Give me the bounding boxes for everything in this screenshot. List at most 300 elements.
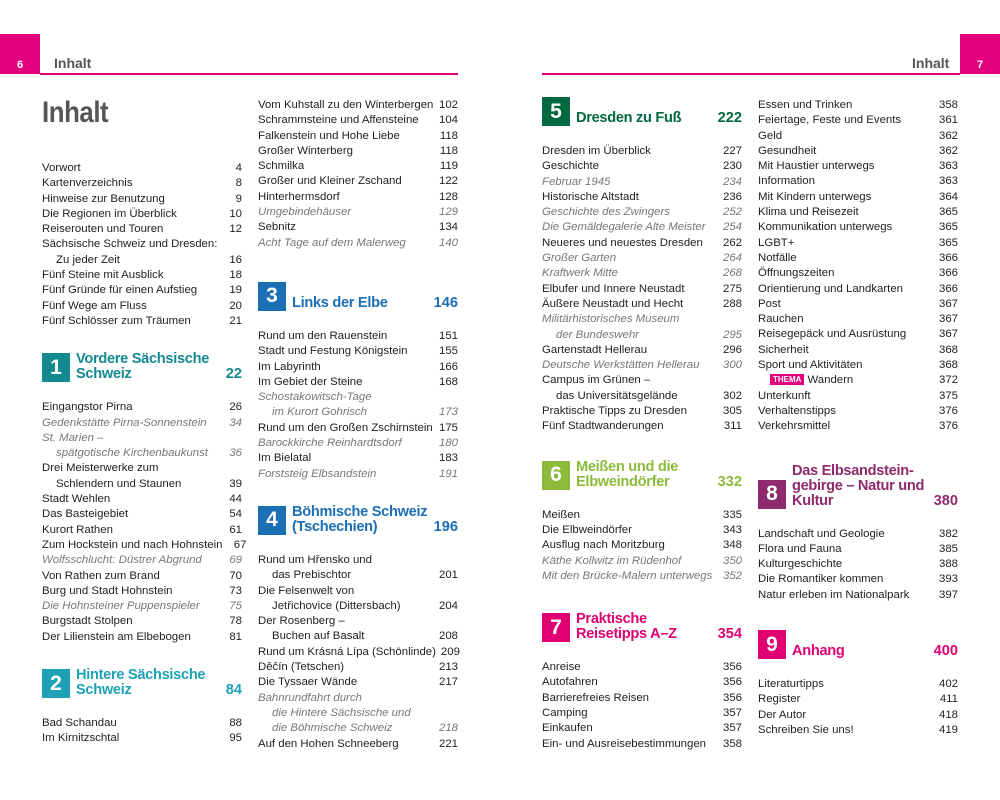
toc-entry-page: 356 xyxy=(722,676,742,689)
toc-entry[interactable] xyxy=(258,144,458,159)
toc-entry[interactable] xyxy=(258,98,458,113)
section-page: 222 xyxy=(717,110,742,126)
toc-list-section-8 xyxy=(758,527,958,603)
toc-entry-title: Kraftwerk Mitte xyxy=(542,267,618,280)
toc-entry-page: 61 xyxy=(229,523,242,536)
section-heading-3[interactable] xyxy=(258,282,458,311)
toc-entry-title: Wolfsschlucht: Düstrer Abgrund xyxy=(42,554,202,567)
toc-entry[interactable] xyxy=(758,129,958,144)
toc-entry-page: 367 xyxy=(938,328,958,341)
toc-entry[interactable] xyxy=(42,716,242,731)
toc-entry[interactable] xyxy=(258,236,458,251)
toc-entry[interactable] xyxy=(542,523,742,538)
header-rule-left xyxy=(40,73,458,75)
toc-entry[interactable] xyxy=(758,572,958,587)
toc-entry[interactable] xyxy=(542,251,742,266)
toc-entry-title: Kulturgeschichte xyxy=(758,558,843,571)
toc-entry[interactable] xyxy=(42,161,242,176)
toc-entry-page: 227 xyxy=(722,145,742,157)
toc-entry-page: 81 xyxy=(229,630,242,643)
section-page: 196 xyxy=(433,518,458,535)
toc-entry[interactable] xyxy=(42,492,242,507)
toc-entry-page: 418 xyxy=(938,708,958,721)
toc-entry-title xyxy=(758,373,853,388)
toc-entry-title: Der Rosenberg – xyxy=(258,615,345,628)
toc-list-section-1 xyxy=(42,400,247,645)
toc-entry-title: Feiertage, Feste und Events xyxy=(758,114,902,127)
toc-column-2 xyxy=(258,98,458,752)
toc-entry[interactable] xyxy=(42,614,242,629)
toc-entry-page: 343 xyxy=(722,523,742,536)
toc-entry-page: 95 xyxy=(229,732,242,745)
section-page: 146 xyxy=(433,294,458,311)
toc-entry-page: 102 xyxy=(438,99,458,111)
toc-entry-page: 376 xyxy=(938,404,958,417)
toc-entry[interactable] xyxy=(758,327,958,342)
toc-entry-page: 70 xyxy=(229,569,242,582)
toc-entry-title: Ausflug nach Moritzburg xyxy=(542,539,665,552)
toc-entry[interactable] xyxy=(542,389,742,404)
toc-entry-page: 10 xyxy=(229,207,242,220)
toc-entry-page: 368 xyxy=(938,359,958,372)
toc-entry-title: Burgstadt Stolpen xyxy=(42,615,133,628)
toc-entry[interactable] xyxy=(42,400,242,415)
toc-entry-page: 268 xyxy=(722,267,742,280)
toc-entry[interactable] xyxy=(542,297,742,312)
toc-entry-page: 352 xyxy=(722,569,742,582)
toc-entry-title: Acht Tage auf dem Malerweg xyxy=(258,236,406,249)
toc-entry-title: Zu jeder Zeit xyxy=(56,253,120,266)
toc-entry-title: Der Autor xyxy=(758,708,807,721)
section-heading-8[interactable] xyxy=(758,464,958,509)
toc-entry[interactable] xyxy=(542,675,742,690)
toc-entry-title: Orientierung und Landkarten xyxy=(758,282,904,295)
toc-entry-title: Unterkunft xyxy=(758,389,811,402)
toc-entry-page: 357 xyxy=(722,707,742,720)
toc-entry[interactable] xyxy=(758,404,958,419)
section-title: Hintere Sächsische Schweiz xyxy=(76,667,206,699)
page-title: Inhalt xyxy=(42,96,109,129)
toc-entry-title: Von Rathen zum Brand xyxy=(42,569,160,582)
toc-entry[interactable] xyxy=(258,390,458,405)
toc-entry-title: Děčín (Tetschen) xyxy=(258,661,345,674)
toc-entry-page: 183 xyxy=(438,452,458,465)
toc-entry-title: Bahnrundfahrt durch xyxy=(258,691,362,704)
section-heading-5[interactable] xyxy=(542,97,742,126)
toc-entry[interactable] xyxy=(542,282,742,297)
toc-entry[interactable] xyxy=(542,190,742,205)
section-heading-9[interactable] xyxy=(758,630,958,659)
toc-entry-page: 365 xyxy=(938,236,958,249)
toc-entry-title: Umgebindehäuser xyxy=(258,206,352,219)
toc-entry-page: 104 xyxy=(438,114,458,127)
toc-entry-page: 168 xyxy=(438,375,458,388)
toc-entry[interactable] xyxy=(42,569,242,584)
toc-entry[interactable] xyxy=(542,554,742,569)
toc-entry-title: Der Lilienstein am Elbebogen xyxy=(42,630,191,643)
toc-entry-title: Eingangstor Pirna xyxy=(42,401,133,414)
toc-entry-title: Die Elbweindörfer xyxy=(542,523,632,536)
section-number-badge: 5 xyxy=(542,97,570,126)
toc-entry[interactable] xyxy=(258,129,458,144)
toc-entry-title: Burg und Stadt Hohnstein xyxy=(42,584,173,597)
toc-entry-page: 365 xyxy=(938,221,958,234)
toc-entry-page: 73 xyxy=(229,584,242,597)
toc-entry-title: Geld xyxy=(758,129,783,142)
toc-entry-page: 54 xyxy=(229,508,242,521)
toc-entry-title: Klima und Reisezeit xyxy=(758,206,859,219)
toc-entry-title: Geschichte xyxy=(542,160,599,173)
toc-entry-page: 44 xyxy=(229,493,242,506)
toc-entry-title: Deutsche Werkstätten Hellerau xyxy=(542,359,700,372)
page-number-left: 6 xyxy=(0,34,40,74)
toc-entry-title: Hinterhermsdorf xyxy=(258,190,340,203)
toc-entry-title: Natur erleben im Nationalpark xyxy=(758,588,910,601)
toc-entry-title: Die Romantiker kommen xyxy=(758,573,884,586)
toc-entry[interactable] xyxy=(542,721,742,736)
toc-entry[interactable] xyxy=(758,677,958,692)
section-page: 380 xyxy=(933,492,958,509)
section-number-badge: 8 xyxy=(758,480,786,509)
toc-entry-page: 119 xyxy=(439,160,458,173)
toc-entry[interactable] xyxy=(42,507,242,522)
toc-entry[interactable] xyxy=(758,692,958,707)
section-page: 22 xyxy=(225,366,242,383)
toc-entry-title: Rauchen xyxy=(758,313,804,326)
toc-entry-title: Rund um Hřensko und xyxy=(258,553,372,566)
toc-entry[interactable] xyxy=(42,314,242,329)
toc-entry[interactable] xyxy=(258,629,458,644)
toc-entry[interactable] xyxy=(258,691,458,706)
toc-entry-title: Im Labyrinth xyxy=(258,360,321,373)
section-page: 400 xyxy=(933,643,958,660)
toc-entry-page: 366 xyxy=(938,267,958,280)
toc-entry-title: Vom Kuhstall zu den Winterbergen xyxy=(258,99,434,111)
toc-entry[interactable] xyxy=(758,220,958,235)
toc-entry[interactable] xyxy=(258,451,458,466)
toc-entry-title: Sächsische Schweiz und Dresden: xyxy=(42,238,218,251)
toc-entry-page: 155 xyxy=(438,345,458,358)
toc-entry[interactable] xyxy=(758,251,958,266)
toc-entry-title: Die Tyssaer Wände xyxy=(258,676,358,689)
toc-entry-title: Sicherheit xyxy=(758,343,809,356)
toc-entry-page: 151 xyxy=(438,329,458,342)
toc-entry-page: 12 xyxy=(229,223,242,236)
toc-entry[interactable] xyxy=(758,190,958,205)
toc-entry-page: 236 xyxy=(722,190,742,203)
toc-entry-title: Gartenstadt Hellerau xyxy=(542,343,648,356)
toc-entry[interactable] xyxy=(42,523,242,538)
toc-entry[interactable] xyxy=(542,328,742,343)
toc-entry-title: Rund um Krásná Lípa (Schönlinde) xyxy=(258,645,436,658)
toc-entry[interactable] xyxy=(758,708,958,723)
toc-entry-page: 296 xyxy=(722,343,742,356)
toc-entry-title: Reisegepäck und Ausrüstung xyxy=(758,328,907,341)
toc-entry-page: 230 xyxy=(722,160,742,173)
toc-entry[interactable] xyxy=(758,527,958,542)
section-number-badge: 9 xyxy=(758,630,786,659)
toc-entry[interactable] xyxy=(258,113,458,128)
toc-entry-title: Die Gemäldegalerie Alte Meister xyxy=(542,221,706,234)
toc-entry[interactable] xyxy=(758,174,958,189)
toc-entry[interactable] xyxy=(542,312,742,327)
toc-entry[interactable] xyxy=(258,220,458,235)
toc-entry[interactable] xyxy=(258,737,458,752)
toc-entry[interactable] xyxy=(258,421,458,436)
toc-entry[interactable] xyxy=(258,344,458,359)
toc-entry[interactable] xyxy=(542,691,742,706)
toc-entry-title: Fünf Steine mit Ausblick xyxy=(42,269,164,282)
toc-entry[interactable] xyxy=(758,98,958,113)
toc-entry[interactable] xyxy=(258,660,458,675)
toc-entry[interactable] xyxy=(258,375,458,390)
toc-entry[interactable] xyxy=(42,283,242,298)
toc-entry[interactable] xyxy=(42,553,242,568)
toc-entry[interactable] xyxy=(42,268,242,283)
section-heading-7[interactable] xyxy=(542,612,742,642)
toc-entry-title: Register xyxy=(758,693,801,706)
toc-column-3 xyxy=(542,97,742,752)
toc-entry-title: Im Kirnitzschtal xyxy=(42,732,120,745)
toc-entry[interactable] xyxy=(758,205,958,220)
toc-entry[interactable] xyxy=(42,176,242,191)
running-header-left: Inhalt xyxy=(54,55,92,71)
toc-entry[interactable] xyxy=(758,542,958,557)
toc-entry[interactable] xyxy=(758,144,958,159)
toc-entry-title: Elbufer und Innere Neustadt xyxy=(542,282,685,295)
toc-entry[interactable] xyxy=(758,358,958,373)
toc-entry-page: 208 xyxy=(438,630,458,643)
toc-entry-page: 78 xyxy=(229,615,242,628)
toc-entry[interactable] xyxy=(258,645,458,660)
toc-entry-page: 19 xyxy=(229,284,242,297)
toc-entry[interactable] xyxy=(542,737,742,752)
toc-entry[interactable] xyxy=(42,731,242,746)
toc-entry-title: Zum Hockstein und nach Hohnstein xyxy=(42,538,223,551)
header-rule-right xyxy=(542,73,960,75)
toc-entry[interactable] xyxy=(42,584,242,599)
toc-entry-page: 34 xyxy=(229,416,242,429)
toc-entry-title: Kommunikation unterwegs xyxy=(758,221,893,234)
toc-entry[interactable] xyxy=(258,174,458,189)
toc-entry[interactable] xyxy=(258,405,458,420)
toc-entry[interactable] xyxy=(758,297,958,312)
toc-entry[interactable] xyxy=(758,373,958,388)
toc-entry-title: Meißen xyxy=(542,508,580,521)
toc-entry[interactable] xyxy=(758,282,958,297)
toc-entry-page: 191 xyxy=(438,467,458,480)
toc-entry-page: 376 xyxy=(938,420,958,433)
section-heading-2[interactable] xyxy=(42,668,242,698)
toc-entry[interactable] xyxy=(258,599,458,614)
toc-entry[interactable] xyxy=(42,192,242,207)
toc-entry-title: das Universitätsgelände xyxy=(556,389,678,402)
toc-entry-page: 209 xyxy=(440,645,460,658)
toc-entry[interactable] xyxy=(258,467,458,482)
toc-entry[interactable] xyxy=(42,237,242,252)
toc-entry-title: der Bundeswehr xyxy=(556,328,639,341)
toc-entry[interactable] xyxy=(542,419,742,434)
toc-column-4 xyxy=(758,98,958,738)
toc-entry[interactable] xyxy=(42,538,247,553)
toc-entry-title: Auf den Hohen Schneeberg xyxy=(258,737,399,750)
section-heading-1[interactable] xyxy=(42,352,242,382)
toc-entry-title: Im Gebiet der Steine xyxy=(258,375,363,388)
toc-entry-title: Historische Altstadt xyxy=(542,190,639,203)
toc-entry-page: 175 xyxy=(438,421,458,434)
toc-entry[interactable] xyxy=(758,113,958,128)
toc-entry-title: Im Bielatal xyxy=(258,452,312,465)
toc-entry[interactable] xyxy=(258,360,458,375)
toc-entry[interactable] xyxy=(42,222,242,237)
toc-entry-title: Literaturtipps xyxy=(758,678,824,691)
toc-entry[interactable] xyxy=(542,159,742,174)
section-heading-6[interactable] xyxy=(542,460,742,490)
toc-entry[interactable] xyxy=(258,159,458,174)
toc-entry[interactable] xyxy=(758,343,958,358)
toc-entry[interactable] xyxy=(542,220,742,235)
toc-entry-title: Vorwort xyxy=(42,162,81,174)
toc-entry-title: Sebnitz xyxy=(258,221,296,234)
toc-entry-page: 254 xyxy=(722,221,742,234)
toc-entry-page: 122 xyxy=(438,175,458,188)
section-page: 84 xyxy=(225,682,242,699)
toc-entry-page: 20 xyxy=(229,299,242,312)
toc-entry[interactable] xyxy=(542,404,742,419)
toc-entry[interactable] xyxy=(258,675,458,690)
toc-entry-title: Dresden im Überblick xyxy=(542,145,651,157)
toc-entry-page: 305 xyxy=(722,405,742,418)
toc-entry-page: 385 xyxy=(938,542,958,555)
toc-entry-page: 350 xyxy=(722,554,742,567)
toc-entry[interactable] xyxy=(542,508,742,523)
toc-entry[interactable] xyxy=(258,568,458,583)
toc-entry-page: 348 xyxy=(722,539,742,552)
toc-entry-title: Öffnungszeiten xyxy=(758,267,835,280)
toc-entry-title: Mit Kindern unterwegs xyxy=(758,190,872,203)
toc-entry-page: 173 xyxy=(438,406,458,419)
toc-entry-page: 8 xyxy=(235,177,242,190)
toc-entry-page: 362 xyxy=(938,129,958,142)
toc-entry-title: Großer Winterberg xyxy=(258,144,353,157)
toc-entry-title: Stadt Wehlen xyxy=(42,493,111,506)
toc-list-section-7 xyxy=(542,660,742,752)
toc-entry-page: 129 xyxy=(438,206,458,219)
toc-entry-page: 402 xyxy=(938,678,958,691)
toc-entry-page: 118 xyxy=(439,129,458,142)
toc-entry-page: 365 xyxy=(938,206,958,219)
toc-entry[interactable] xyxy=(42,431,242,446)
toc-entry[interactable] xyxy=(542,358,742,373)
toc-entry[interactable] xyxy=(42,446,242,461)
toc-entry-title: Stadt und Festung Königstein xyxy=(258,345,408,358)
toc-entry[interactable] xyxy=(542,175,742,190)
toc-entry[interactable] xyxy=(542,236,742,251)
toc-entry[interactable] xyxy=(258,584,458,599)
toc-entry-page: 362 xyxy=(938,144,958,157)
toc-entry[interactable] xyxy=(42,630,242,645)
toc-entry[interactable] xyxy=(258,329,458,344)
toc-entry[interactable] xyxy=(542,373,742,388)
toc-entry[interactable] xyxy=(258,721,458,736)
toc-entry[interactable] xyxy=(258,436,458,451)
toc-entry-page: 382 xyxy=(938,527,958,540)
toc-entry-page: 366 xyxy=(938,251,958,264)
toc-entry-title: Notfälle xyxy=(758,251,797,264)
toc-entry-title: Februar 1945 xyxy=(542,175,611,188)
toc-entry[interactable] xyxy=(542,343,742,358)
toc-entry[interactable] xyxy=(758,312,958,327)
toc-entry-page: 356 xyxy=(722,661,742,674)
toc-entry[interactable] xyxy=(542,538,742,553)
toc-entry[interactable] xyxy=(758,236,958,251)
toc-entry-page: 128 xyxy=(438,190,458,203)
toc-entry[interactable] xyxy=(758,723,958,738)
toc-entry-page: 302 xyxy=(722,389,742,402)
toc-entry-page: 39 xyxy=(229,477,242,490)
toc-entry[interactable] xyxy=(258,553,458,568)
toc-entry[interactable] xyxy=(258,205,458,220)
toc-entry-page: 311 xyxy=(723,420,742,433)
toc-entry[interactable] xyxy=(42,207,242,222)
toc-entry[interactable] xyxy=(258,706,458,721)
toc-entry[interactable] xyxy=(542,706,742,721)
section-number-badge: 7 xyxy=(542,613,570,642)
toc-entry[interactable] xyxy=(542,144,742,159)
toc-entry[interactable] xyxy=(758,389,958,404)
toc-entry[interactable] xyxy=(42,599,242,614)
toc-entry-page: 358 xyxy=(938,99,958,111)
toc-entry[interactable] xyxy=(758,159,958,174)
section-title: Vordere Sächsische Schweiz xyxy=(76,351,210,383)
toc-entry[interactable] xyxy=(542,266,742,281)
section-title: Anhang xyxy=(792,643,845,660)
toc-entry[interactable] xyxy=(42,299,242,314)
toc-entry[interactable] xyxy=(42,461,242,476)
toc-entry-title: Großer Garten xyxy=(542,252,617,265)
toc-entry-page: 300 xyxy=(722,359,742,372)
toc-entry-page: 275 xyxy=(722,282,742,295)
toc-entry[interactable] xyxy=(542,205,742,220)
toc-entry[interactable] xyxy=(758,419,958,434)
section-heading-4[interactable] xyxy=(258,505,458,535)
section-page: 354 xyxy=(717,626,742,643)
toc-entry[interactable] xyxy=(758,557,958,572)
toc-list-section-2 xyxy=(42,716,242,747)
toc-entry[interactable] xyxy=(42,477,242,492)
toc-entry[interactable] xyxy=(542,569,742,584)
toc-entry-page: 134 xyxy=(438,221,458,234)
toc-entry-title: das Prebischtor xyxy=(272,569,352,582)
toc-entry[interactable] xyxy=(42,253,242,268)
toc-entry[interactable] xyxy=(758,266,958,281)
toc-entry-title: Geschichte des Zwingers xyxy=(542,206,670,219)
toc-entry[interactable] xyxy=(42,416,242,431)
toc-entry-title: Gesundheit xyxy=(758,144,817,157)
toc-entry-page: 361 xyxy=(938,114,958,127)
toc-entry-title: spätgotische Kirchenbaukunst xyxy=(56,447,208,460)
toc-entry-title: im Kurort Gohrisch xyxy=(272,406,367,419)
toc-entry-title: Drei Meisterwerke zum xyxy=(42,462,159,475)
toc-entry-page: 221 xyxy=(438,737,458,750)
toc-entry[interactable] xyxy=(542,660,742,675)
toc-entry-title: Barrierefreies Reisen xyxy=(542,691,649,704)
toc-entry[interactable] xyxy=(258,190,458,205)
toc-entry[interactable] xyxy=(258,614,458,629)
toc-entry-page: 364 xyxy=(938,190,958,203)
toc-entry-title: Das Basteigebiet xyxy=(42,508,129,521)
toc-entry[interactable] xyxy=(758,588,958,603)
